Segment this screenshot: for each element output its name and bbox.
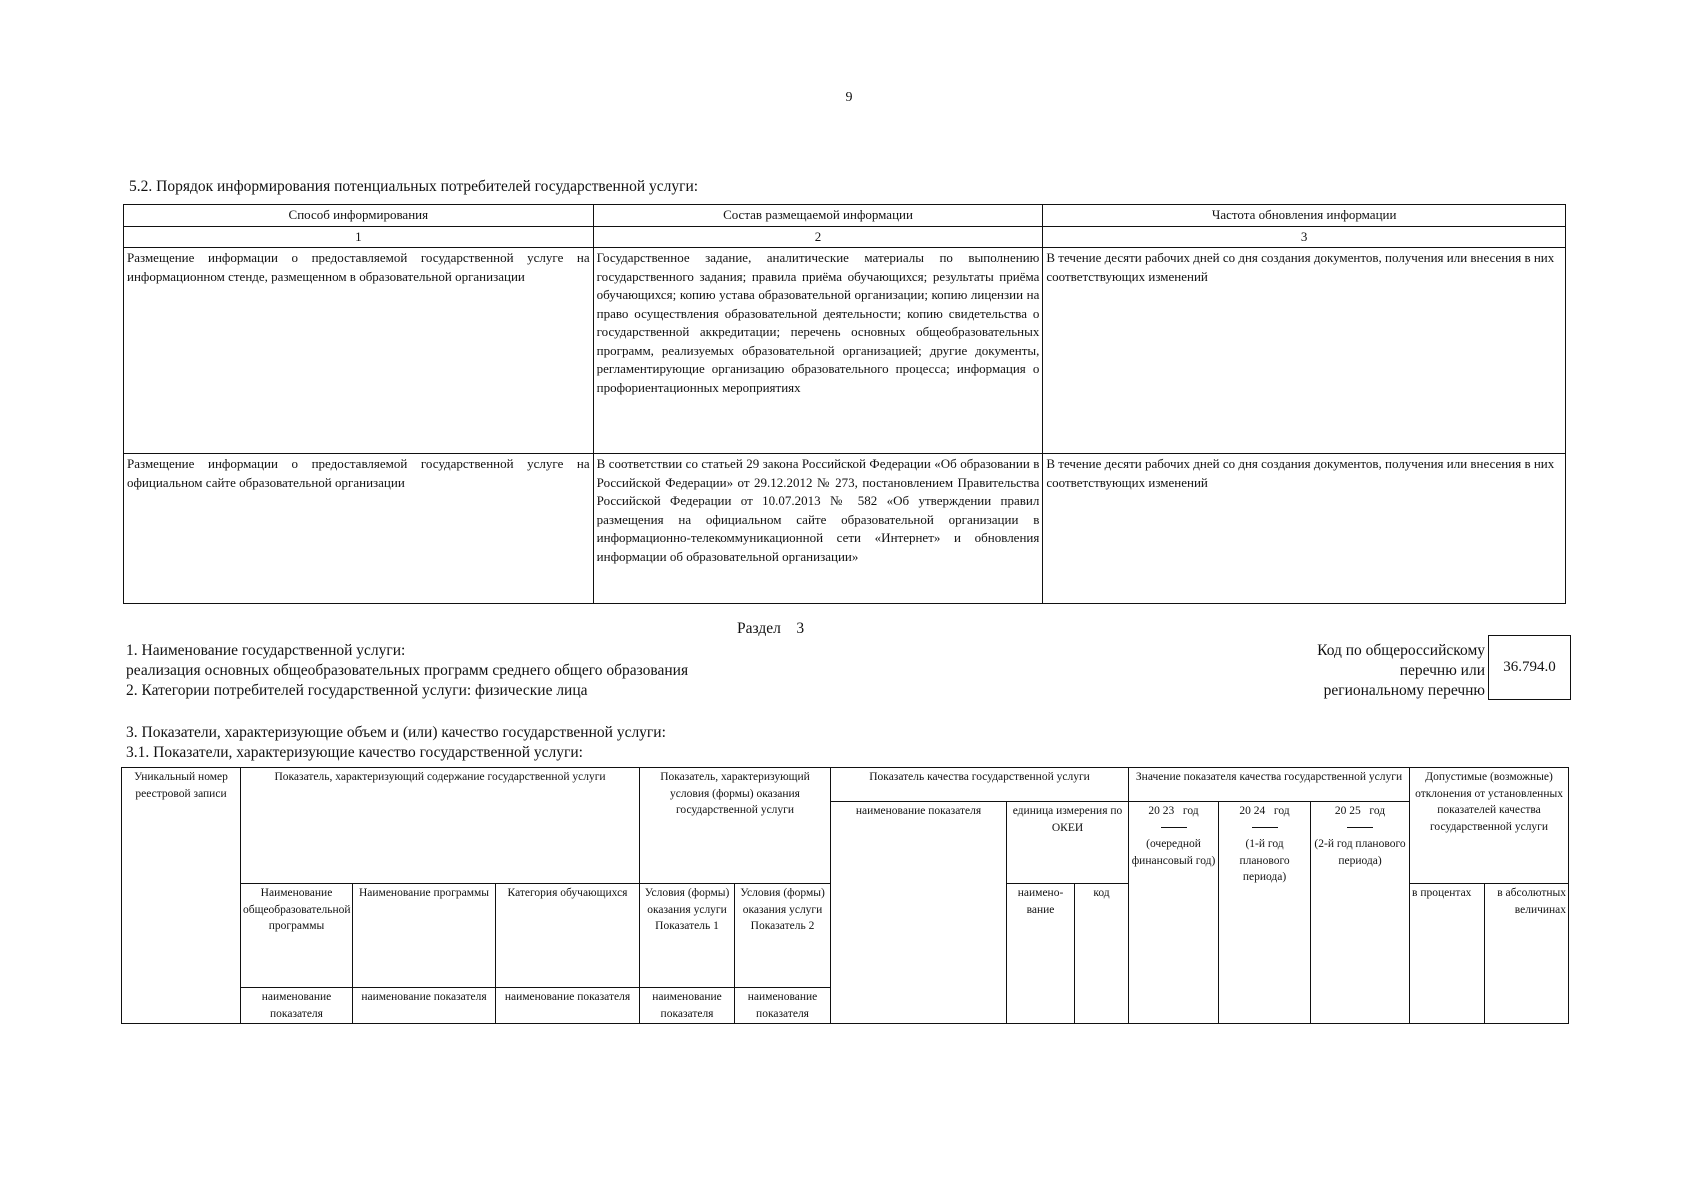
year-prefix: 20 [1148, 805, 1160, 817]
deviation-absolute: в абсолютных величинах [1485, 884, 1569, 1024]
header-content-indicator: Показатель, характеризующий содержание государственной услуги [241, 768, 640, 884]
column-number: 3 [1043, 226, 1566, 248]
quality-indicator-unit: единица измерения по ОКЕИ [1007, 802, 1129, 884]
unit-code: код [1075, 884, 1129, 1024]
header-method: Способ информирования [124, 205, 594, 227]
registry-code-label: региональному перечню [1323, 682, 1485, 699]
sub-student-category: Категория обучающихся [496, 884, 640, 988]
header-content: Состав размещаемой информации [593, 205, 1043, 227]
indicator-name-cell: наименование показателя [353, 988, 496, 1024]
registry-code-box: 36.794.0 [1488, 635, 1571, 700]
year-underline [1347, 827, 1373, 828]
year-note: (1-й год планового периода) [1239, 838, 1290, 883]
year-value: 23 [1162, 805, 1175, 817]
year-underline [1161, 827, 1187, 828]
header-frequency: Частота обновления информации [1043, 205, 1566, 227]
informing-table [123, 204, 1566, 604]
header-deviation: Допустимые (возможные) отклонения от установленных показателей качества государственной услуги [1410, 768, 1569, 884]
column-number: 1 [124, 226, 594, 248]
header-quality-indicator: Показатель качества государственной услуги [831, 768, 1129, 802]
informing-method: Размещение информации о предоставляемой государственной услуге на информационном стенде, размещенном в образовательной организации [124, 248, 594, 454]
section-5-2-heading: 5.2. Порядок информирования потенциальных потребителей государственной услуги: [129, 178, 699, 195]
column-number: 2 [593, 226, 1043, 248]
table-row [124, 248, 1566, 454]
unit-name: наимено-вание [1007, 884, 1075, 1024]
year-value: 24 [1253, 805, 1266, 817]
year-value: 25 [1349, 805, 1361, 817]
year-prefix: 20 [1239, 805, 1251, 817]
indicator-name-cell: наименование показателя [496, 988, 640, 1024]
section-label: Раздел [737, 620, 781, 637]
informing-frequency: В течение десяти рабочих дней со дня создания документов, получения или внесения в них соответствующих изменений [1043, 248, 1566, 454]
year-word: год [1182, 805, 1199, 817]
sub-condition-1: Условия (формы) оказания услуги Показатель 1 [640, 884, 735, 988]
informing-table-numbers [124, 226, 1566, 248]
page-number: 9 [845, 90, 853, 105]
section-number: 3 [796, 620, 805, 637]
year-word: год [1369, 805, 1386, 817]
table-header-row [122, 768, 1569, 802]
indicator-name-cell: наименование показателя [241, 988, 353, 1024]
year-column-1 [1129, 802, 1219, 1024]
year-note: (очередной финансовый год) [1131, 838, 1216, 867]
year-column-2 [1219, 802, 1311, 1024]
sub-program: Наименование программы [353, 884, 496, 988]
registry-code-label: Код по общероссийскому [1317, 642, 1485, 659]
year-prefix: 20 [1334, 805, 1347, 817]
informing-content: В соответствии со статьей 29 закона Российской Федерации «Об образовании в Российской Федерации» от 29.12.2012 № 273, постановлением Правительства Российской Федерации от 10.07.2013 № 582 «Об утверждении правил размещения на официальном сайте образовательной организации в информационно-телекоммуникационной сети «Интернет» и обновления информации об образовательной организации» [593, 454, 1043, 604]
year-word: год [1273, 805, 1290, 817]
service-name-value: реализация основных общеобразовательных программ среднего общего образования [126, 662, 689, 679]
indicator-name-cell: наименование показателя [735, 988, 831, 1024]
indicators-heading: 3. Показатели, характеризующие объем и (или) качество государственной услуги: [126, 724, 666, 741]
informing-table-header [124, 205, 1566, 227]
sub-condition-2: Условия (формы) оказания услуги Показатель 2 [735, 884, 831, 988]
header-conditions-indicator: Показатель, характеризующий условия (формы) оказания государственной услуги [640, 768, 831, 884]
deviation-percent: в процентах [1410, 884, 1485, 1024]
registry-code-label: перечню или [1399, 662, 1485, 679]
header-unique-number: Уникальный номер реестровой записи [122, 768, 241, 1024]
header-quality-value: Значение показателя качества государственной услуги [1129, 768, 1410, 802]
indicator-name-cell: наименование показателя [640, 988, 735, 1024]
service-name-label: 1. Наименование государственной услуги: [126, 642, 406, 659]
informing-frequency: В течение десяти рабочих дней со дня создания документов, получения или внесения в них соответствующих изменений [1043, 454, 1566, 604]
section-title [737, 620, 804, 638]
quality-indicator-name: наименование показателя [831, 802, 1007, 1024]
year-underline [1252, 827, 1278, 828]
sub-program-name: Наименование общеобразовательной программы [241, 884, 353, 988]
year-column-3 [1311, 802, 1410, 1024]
quality-indicators-table [121, 767, 1569, 1024]
informing-content: Государственное задание, аналитические материалы по выполнению государственного задания; правила приёма обучающихся; результаты приёма обучающихся; копию устава образовательной организации; копию лицензии на право осуществления образовательной деятельности; копию свидетельства о государственной аккредитации; перечень основных общеобразовательных программ, реализуемых образовательной организацией; другие документы, регламентирующие организацию образовательного процесса; информация о профориентационных мероприятиях [593, 248, 1043, 454]
year-note: (2-й год планового периода) [1314, 838, 1406, 867]
informing-method: Размещение информации о предоставляемой государственной услуге на официальном сайте образовательной организации [124, 454, 594, 604]
table-row [124, 454, 1566, 604]
quality-indicators-heading: 3.1. Показатели, характеризующие качество государственной услуги: [126, 744, 583, 761]
consumer-categories: 2. Категории потребителей государственной услуги: физические лица [126, 682, 588, 699]
